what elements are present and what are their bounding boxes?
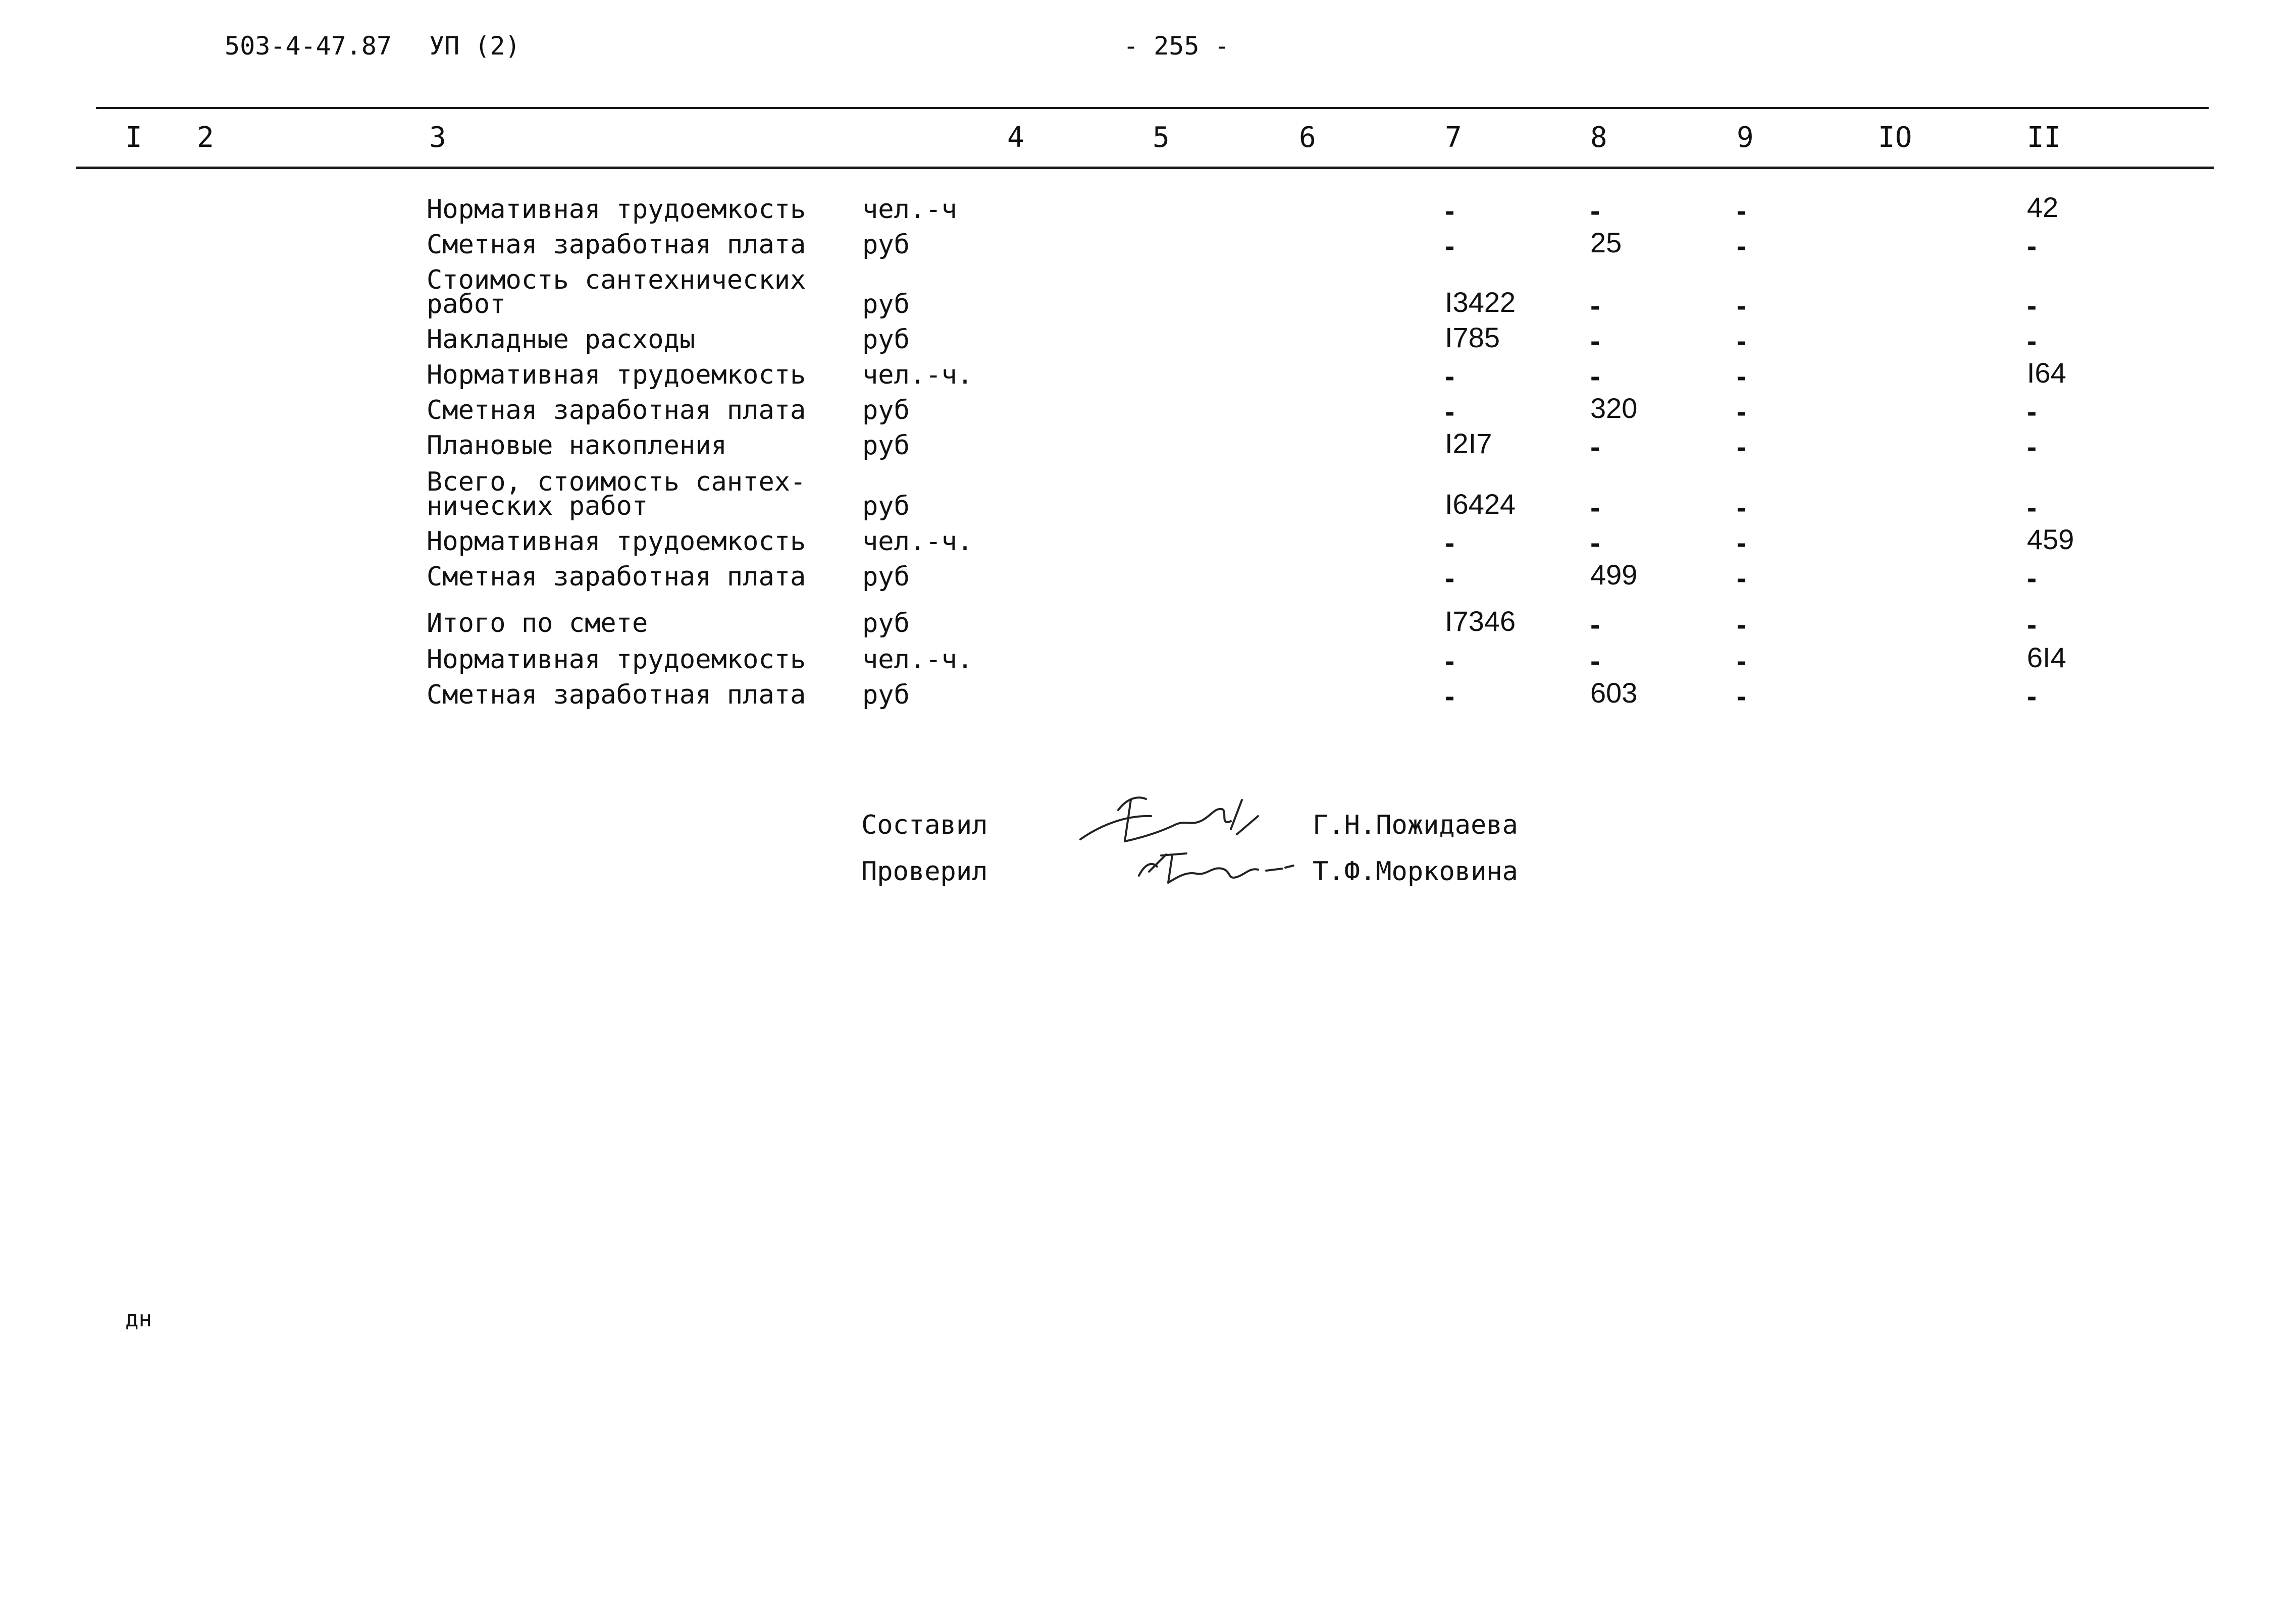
cell-col7: - <box>1445 194 1455 227</box>
cell-col7: - <box>1445 645 1455 677</box>
cell-col11: - <box>2027 562 2037 595</box>
cell-col9: - <box>1737 680 1747 713</box>
row-unit: руб <box>862 608 910 638</box>
row-name-line2: работ <box>427 289 506 319</box>
cell-col9: - <box>1737 194 1747 227</box>
column-header-10: IO <box>1878 121 1912 154</box>
cell-col11: - <box>2027 230 2037 262</box>
row-unit: руб <box>862 230 910 260</box>
column-header-5: 5 <box>1153 121 1170 154</box>
cell-col8: 499 <box>1590 559 1638 591</box>
cell-col8: 25 <box>1590 227 1622 258</box>
column-header-6: 6 <box>1299 121 1316 154</box>
cell-col9: - <box>1737 230 1747 262</box>
cell-col11: - <box>2027 491 2037 524</box>
row-unit: руб <box>862 289 910 319</box>
checked-name: Т.Ф.Морковина <box>1313 856 1518 887</box>
cell-col11: - <box>2027 325 2037 357</box>
cell-col7: I3422 <box>1445 286 1516 318</box>
row-unit: чел.-ч. <box>862 360 973 390</box>
cell-col11: - <box>2027 680 2037 713</box>
cell-col11: - <box>2027 395 2037 428</box>
column-header-1: I <box>125 121 142 154</box>
row-unit: руб <box>862 562 910 592</box>
page-number: - 255 - <box>1123 31 1230 61</box>
cell-col8: - <box>1590 608 1600 641</box>
row-name: Сметная заработная плата <box>427 562 806 592</box>
cell-col7: I2I7 <box>1445 427 1492 459</box>
column-header-3: 3 <box>429 121 446 154</box>
cell-col8: - <box>1590 431 1600 463</box>
cell-col8: - <box>1590 325 1600 357</box>
section-code: УП (2) <box>429 31 520 61</box>
cell-col7: I785 <box>1445 321 1500 353</box>
row-name: Нормативная трудоемкость <box>427 645 806 675</box>
row-unit: чел.-ч. <box>862 526 973 557</box>
row-name: Сметная заработная плата <box>427 395 806 425</box>
cell-col7: - <box>1445 360 1455 393</box>
cell-col9: - <box>1737 526 1747 559</box>
cell-col11: - <box>2027 289 2037 322</box>
cell-col8: - <box>1590 194 1600 227</box>
top-rule <box>96 107 2209 109</box>
cell-col11: I64 <box>2027 357 2066 389</box>
row-name-line1: Стоимость сантехнических <box>427 265 806 295</box>
cell-col8: - <box>1590 491 1600 524</box>
column-header-2: 2 <box>197 121 214 154</box>
compiled-label: Составил <box>861 810 988 840</box>
cell-col7: - <box>1445 562 1455 595</box>
cell-col7: - <box>1445 230 1455 262</box>
row-name: Сметная заработная плата <box>427 680 806 710</box>
row-unit: руб <box>862 325 910 355</box>
cell-col11: 6I4 <box>2027 641 2066 673</box>
row-unit: руб <box>862 491 910 521</box>
column-header-11: II <box>2027 121 2061 154</box>
compiled-name: Г.Н.Пожидаева <box>1313 810 1518 840</box>
row-unit: руб <box>862 395 910 425</box>
cell-col9: - <box>1737 491 1747 524</box>
compiled-signature <box>1070 780 1277 850</box>
cell-col8: - <box>1590 526 1600 559</box>
cell-col7: - <box>1445 395 1455 428</box>
cell-col8: 603 <box>1590 677 1638 709</box>
row-name: Итого по смете <box>427 608 648 638</box>
cell-col9: - <box>1737 562 1747 595</box>
cell-col7: - <box>1445 526 1455 559</box>
cell-col8: - <box>1590 289 1600 322</box>
row-name: Нормативная трудоемкость <box>427 360 806 390</box>
cell-col11: - <box>2027 608 2037 641</box>
cell-col9: - <box>1737 360 1747 393</box>
header-bottom-rule <box>76 167 2214 169</box>
cell-col8: - <box>1590 645 1600 677</box>
cell-col11: 459 <box>2027 523 2074 555</box>
row-name: Нормативная трудоемкость <box>427 526 806 557</box>
checked-signature <box>1131 840 1297 891</box>
cell-col7: I7346 <box>1445 605 1516 637</box>
doc-code: 503-4-47.87 <box>225 31 392 61</box>
row-unit: руб <box>862 431 910 461</box>
column-header-9: 9 <box>1737 121 1754 154</box>
cell-col9: - <box>1737 645 1747 677</box>
row-name-line1: Всего, стоимость сантех- <box>427 467 806 497</box>
checked-label: Проверил <box>861 856 988 887</box>
cell-col7: I6424 <box>1445 488 1516 520</box>
row-name-line2: нических работ <box>427 491 648 521</box>
cell-col8: 320 <box>1590 392 1638 424</box>
cell-col11: 42 <box>2027 191 2059 223</box>
column-header-8: 8 <box>1590 121 1607 154</box>
row-name: Плановые накопления <box>427 431 727 461</box>
cell-col8: - <box>1590 360 1600 393</box>
cell-col9: - <box>1737 325 1747 357</box>
cell-col11: - <box>2027 431 2037 463</box>
row-unit: руб <box>862 680 910 710</box>
footer-mark: дн <box>125 1306 152 1332</box>
row-unit: чел.-ч. <box>862 645 973 675</box>
row-name: Нормативная трудоемкость <box>427 194 806 225</box>
cell-col9: - <box>1737 289 1747 322</box>
row-name: Сметная заработная плата <box>427 230 806 260</box>
cell-col9: - <box>1737 431 1747 463</box>
column-header-4: 4 <box>1007 121 1024 154</box>
cell-col9: - <box>1737 608 1747 641</box>
column-header-7: 7 <box>1445 121 1462 154</box>
cell-col9: - <box>1737 395 1747 428</box>
row-name: Накладные расходы <box>427 325 696 355</box>
row-unit: чел.-ч <box>862 194 957 225</box>
cell-col7: - <box>1445 680 1455 713</box>
